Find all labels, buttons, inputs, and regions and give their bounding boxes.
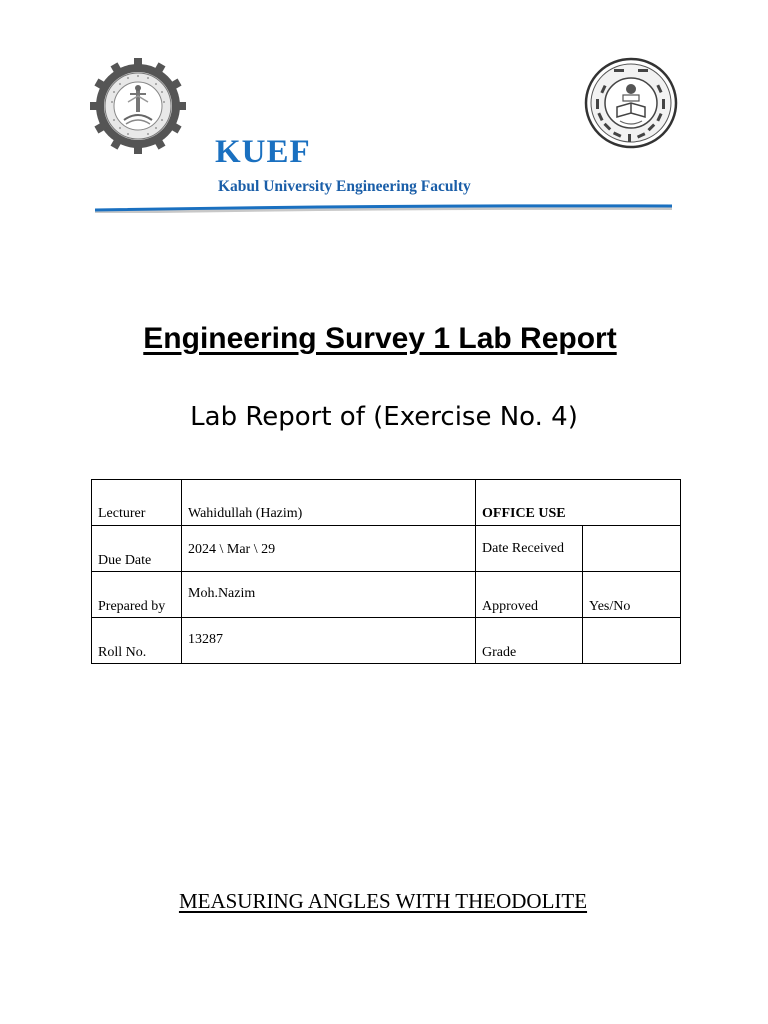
- grade-value: [583, 618, 681, 664]
- prepared-by-value: Moh.Nazim: [182, 572, 476, 618]
- approved-label: Approved: [476, 572, 583, 618]
- table-row: [92, 480, 681, 526]
- roll-no-label: Roll No.: [92, 618, 182, 664]
- office-use-heading: OFFICE USE: [476, 480, 681, 526]
- date-received-label: Date Received: [476, 526, 583, 572]
- faculty-logo-icon: [90, 58, 186, 154]
- approved-value: Yes/No: [583, 572, 681, 618]
- grade-label: Grade: [476, 618, 583, 664]
- lecturer-value: Wahidullah (Hazim): [182, 480, 476, 526]
- table-row: [92, 618, 681, 664]
- header-divider: [95, 200, 672, 210]
- exercise-topic: MEASURING ANGLES WITH THEODOLITE: [178, 889, 588, 913]
- faculty-acronym: KUEF: [215, 134, 311, 170]
- table-row: [92, 526, 681, 572]
- report-title: Engineering Survey 1 Lab Report: [143, 322, 617, 355]
- report-subtitle: Lab Report of (Exercise No. 4): [190, 402, 578, 432]
- due-date-label: Due Date: [92, 526, 182, 572]
- university-seal-icon: [584, 57, 678, 149]
- info-table: [91, 479, 681, 664]
- due-date-value: 2024 \ Mar \ 29: [182, 526, 476, 572]
- roll-no-value: 13287: [182, 618, 476, 664]
- faculty-name: Kabul University Engineering Faculty: [218, 178, 471, 195]
- table-row: [92, 572, 681, 618]
- prepared-by-label: Prepared by: [92, 572, 182, 618]
- date-received-value: [583, 526, 681, 572]
- lecturer-label: Lecturer: [92, 480, 182, 526]
